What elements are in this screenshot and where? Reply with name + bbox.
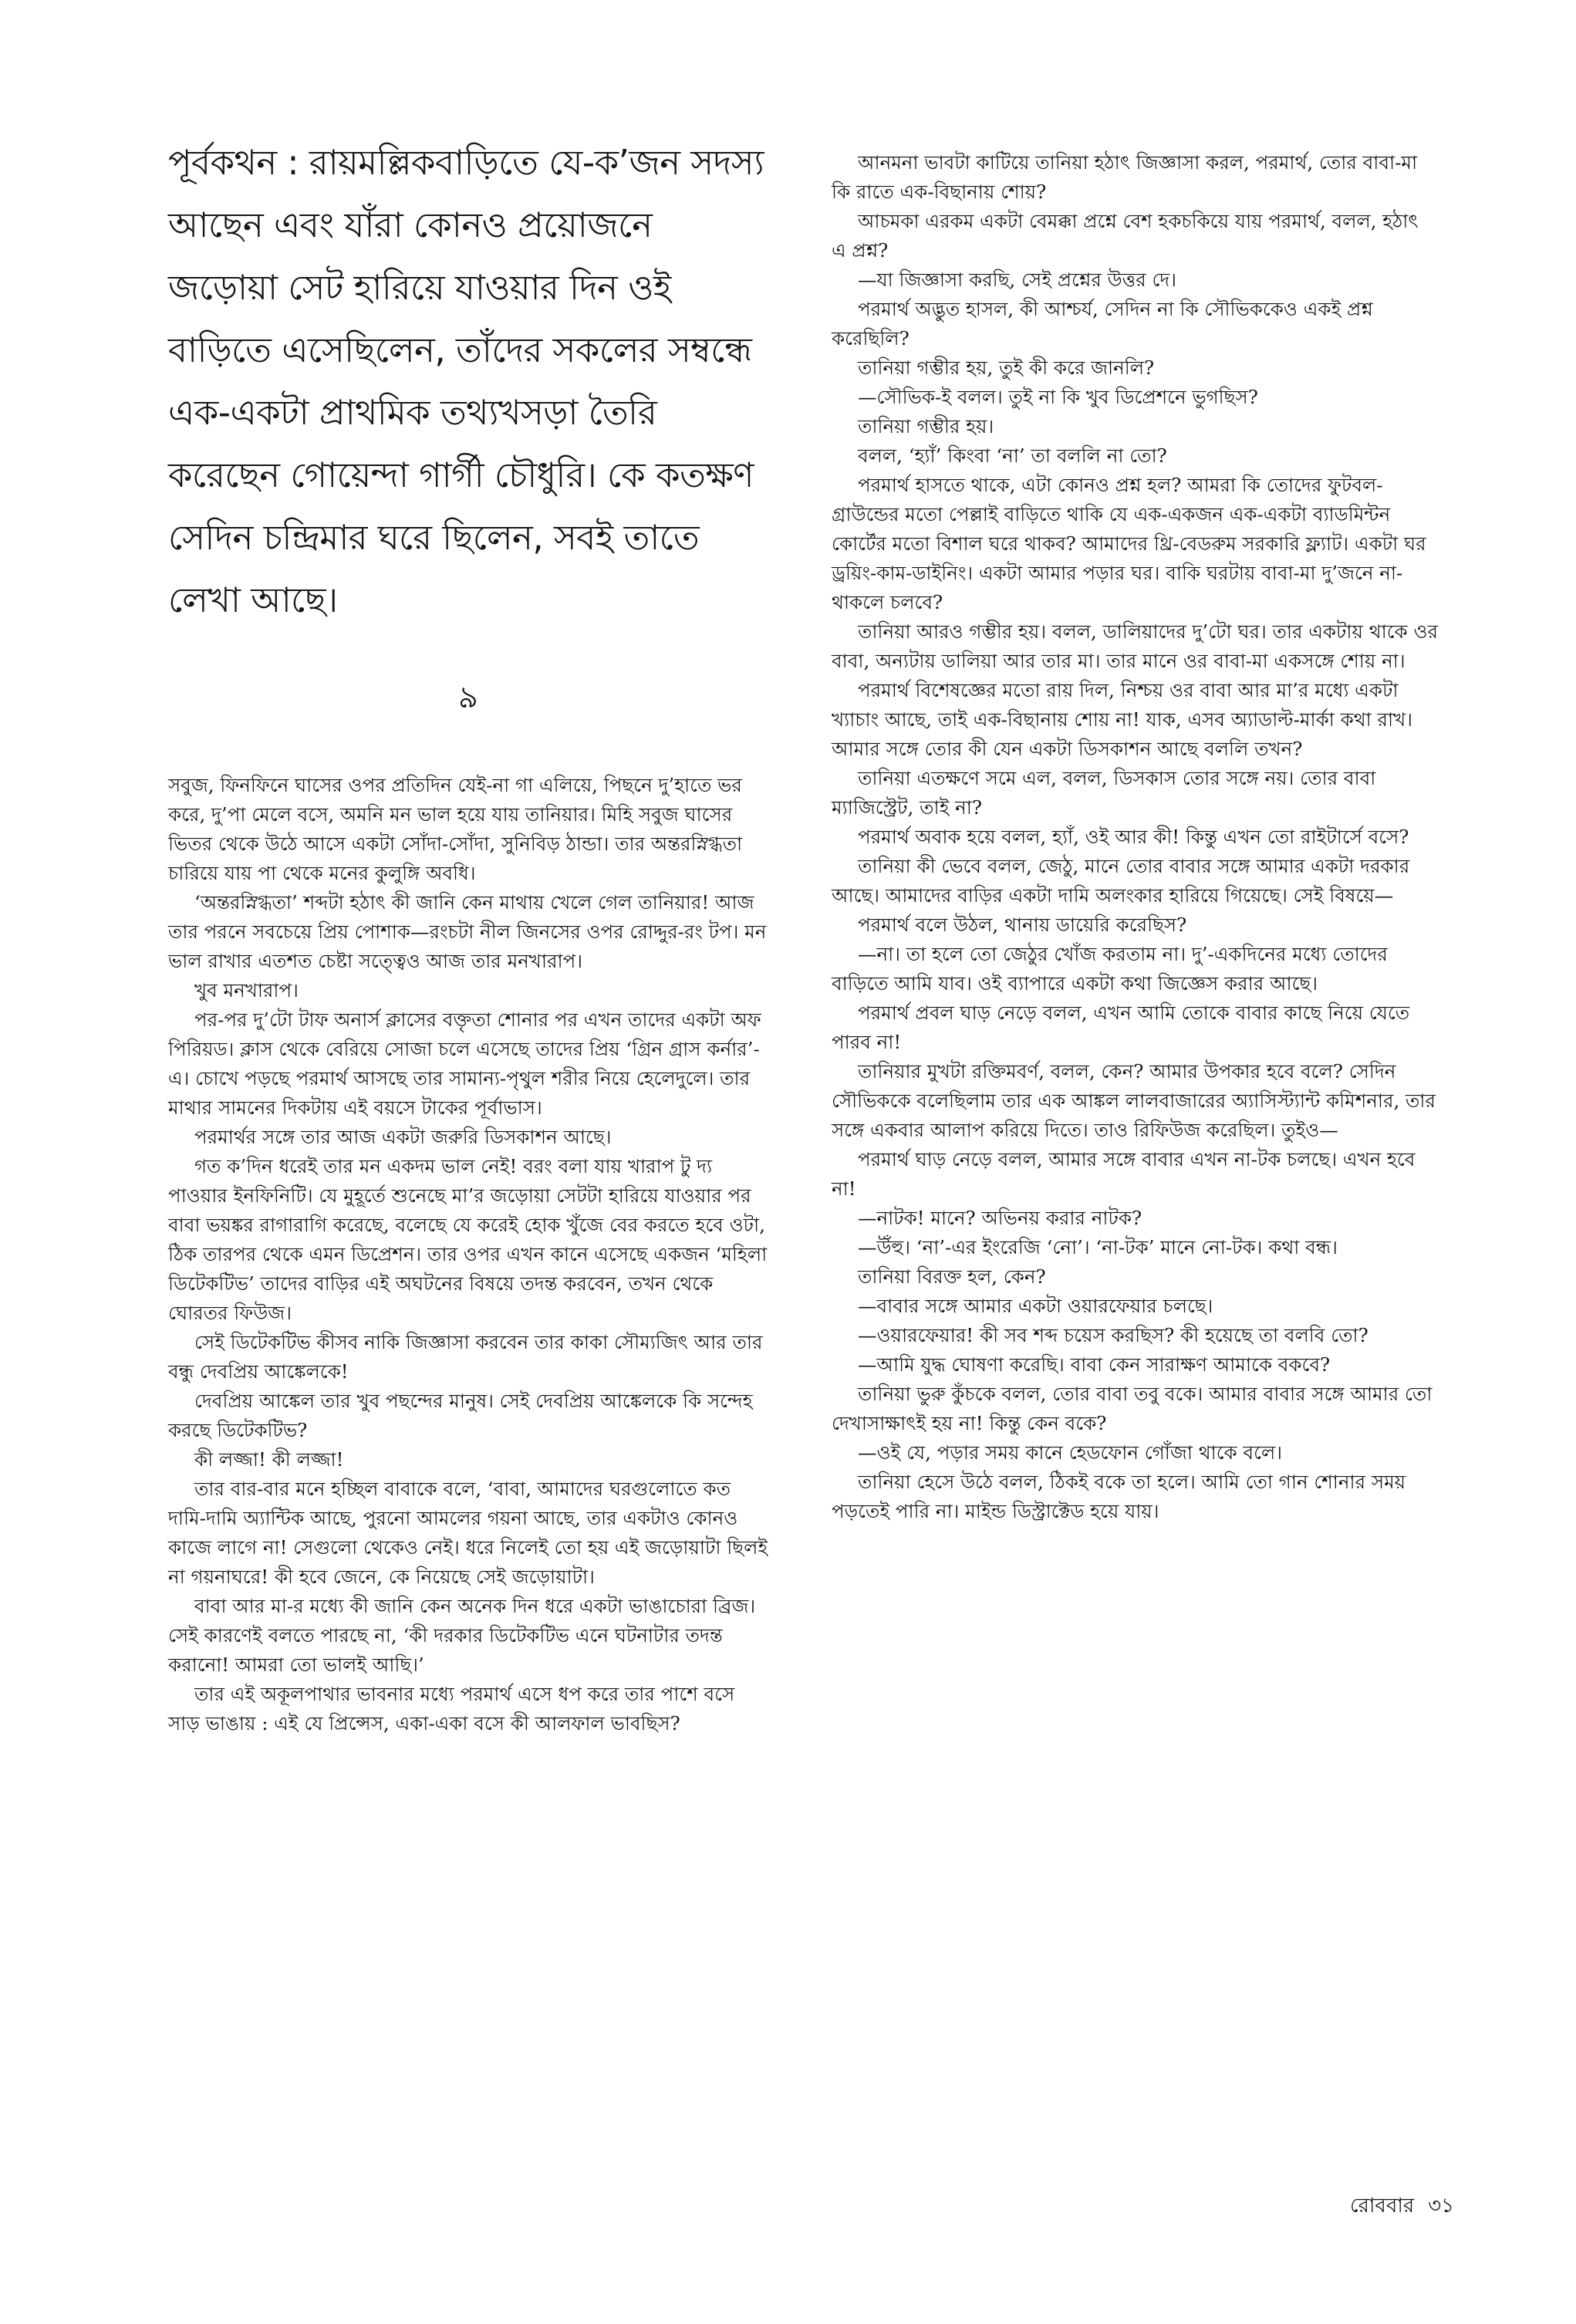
right-body-text (832, 148, 1438, 1526)
chapter-number: ৯ (458, 680, 478, 715)
paragraph: দেবপ্রিয় আঙ্কেল তার খুব পছন্দের মানুষ। সেই দেবপ্রিয় আঙ্কেলকে কি সন্দেহ করছে ডিটেকটিভ? (168, 1390, 753, 1441)
paragraph: তানিয়া এতক্ষণে সমে এল, বলল, ডিসকাস তোর সঙ্গে নয়। তোর বাবা ম্যাজিস্ট্রেট, তাই না? (832, 767, 1376, 819)
paragraph: কী লজ্জা! কী লজ্জা! (194, 1448, 344, 1471)
paragraph: তানিয়া আরও গম্ভীর হয়। বলল, ডালিয়াদের দু’টো ঘর। তার একটায় থাকে ওর বাবা, অন্যটায় ডালিয়া আর তার মা। তার মানে ওর বাবা-মা একসঙ্গে শোয় না। (832, 620, 1438, 672)
paragraph: পরমার্থ অবাক হয়ে বলল, হ্যাঁ, ওই আর কী! কিন্তু এখন তো রাইটার্সে বসে? (858, 826, 1409, 848)
paragraph: সবুজ, ফিনফিনে ঘাসের ওপর প্রতিদিন যেই-না গা এলিয়ে, পিছনে দু’হাতে ভর করে, দু’পা মেলে বসে, অমনি মন ভাল হয়ে যায় তানিয়ার। মিহি সবুজ ঘাসের ভিতর থেকে উঠে আসে একটা সোঁদা-সোঁদা, সুনিবিড় ঠান্ডা। তার অন্তরস্নিগ্ধতা চারিয়ে যায় পা থেকে মনের কুলুঙ্গি অবধি। (168, 774, 743, 884)
paragraph: সেই ডিটেকটিভ কীসব নাকি জিজ্ঞাসা করবেন তার কাকা সৌম্যজিৎ আর তার বন্ধু দেবপ্রিয় আঙ্কেলকে! (168, 1331, 763, 1383)
paragraph: পরমার্থর সঙ্গে তার আজ একটা জরুরি ডিসকাশন আছে। (194, 1126, 612, 1148)
paragraph: পরমার্থ বলে উঠল, থানায় ডায়েরি করেছিস? (858, 914, 1187, 936)
paragraph: তানিয়া গম্ভীর হয়, তুই কী করে জানলি? (858, 356, 1155, 379)
page-footer (1350, 2190, 1454, 2224)
paragraph: পর-পর দু’টো টাফ অনার্স ক্লাসের বক্তৃতা শোনার পর এখন তাদের একটা অফ পিরিয়ড। ক্লাস থেকে বেরিয়ে সোজা চলে এসেছে তাদের প্রিয় ‘গ্রিন গ্রাস কর্নার’-এ। চোখে পড়ছে পরমার্থ আসছে তার সামান্য-পৃথুল শরীর নিয়ে হেলেদুলে। তার মাথার সামনের দিকটায় এই বয়সে টাকের পূর্বাভাস। (168, 1008, 761, 1119)
left-column (168, 131, 768, 1738)
paragraph: —সৌভিক-ই বলল। তুই না কি খুব ডিপ্রেশনে ভুগছিস? (858, 386, 1258, 408)
paragraph: পরমার্থ প্রবল ঘাড় নেড়ে বলল, এখন আমি তোকে বাবার কাছে নিয়ে যেতে পারব না! (832, 1002, 1410, 1053)
paragraph: পরমার্থ অদ্ভুত হাসল, কী আশ্চর্য, সেদিন না কি সৌভিককেও একই প্রশ্ন করেছিলি? (832, 298, 1373, 350)
paragraph: পরমার্থ হাসতে থাকে, এটা কোনও প্রশ্ন হল? আমরা কি তোদের ফুটবল-গ্রাউন্ডের মতো পেল্লাই বাড়িতে থাকি যে এক-একজন এক-একটা ব্যাডমিন্টন কোর্টের মতো বিশাল ঘরে থাকব? আমাদের থ্রি-বেডরুম সরকারি ফ্ল্যাট। একটা ঘর ড্রয়িং-কাম-ডাইনিং। একটা আমার পড়ার ঘর। বাকি ঘরটায় বাবা-মা দু’জনে না-থাকলে চলবে? (832, 474, 1426, 613)
summary-intro: পূর্বকথন : রায়মল্লিকবাড়িতে যে-ক’জন সদস্য আছেন এবং যাঁরা কোনও প্রয়োজনে জড়োয়া সেট হারিয়ে যাওয়ার দিন ওই বাড়িতে এসেছিলেন, তাঁদের সকলের সম্বন্ধে এক-একটা প্রাথমিক তথ্যখসড়া তৈরি করেছেন গোয়েন্দা গার্গী চৌধুরি। কে কতক্ষণ সেদিন চন্দ্রিমার ঘরে ছিলেন, সবই তাতে লেখা আছে। (168, 142, 764, 620)
paragraph: গত ক’দিন ধরেই তার মন একদম ভাল নেই! বরং বলা যায় খারাপ টু দ্য পাওয়ার ইনফিনিটি। যে মুহূর্তে শুনেছে মা’র জড়োয়া সেটটা হারিয়ে যাওয়ার পর বাবা ভয়ঙ্কর রাগারাগি করেছে, বলেছে যে করেই হোক খুঁজে বের করতে হবে ওটা, ঠিক তারপর থেকে এমন ডিপ্রেশন। তার ওপর এখন কানে এসেছে একজন ‘মহিলা ডিটেকটিভ’ তাদের বাড়ির এই অঘটনের বিষয়ে তদন্ত করবেন, তখন থেকে ঘোরতর ফিউজ। (168, 1155, 768, 1324)
paragraph: তানিয়া গম্ভীর হয়। (858, 415, 994, 437)
magazine-name: রোববার (1350, 2194, 1415, 2218)
paragraph: তার বার-বার মনে হচ্ছিল বাবাকে বলে, ‘বাবা, আমাদের ঘরগুলোতে কত দামি-দামি অ্যান্টিক আছে, পুরনো আমলের গয়না আছে, তার একটাও কোনও কাজে লাগে না! সেগুলো থেকেও নেই। ধরে নিলেই তো হয় এই জড়োয়াটা ছিলই না গয়নাঘরে! কী হবে জেনে, কে নিয়েছে সেই জড়োয়াটা। (168, 1478, 768, 1588)
paragraph: —না। তা হলে তো জেঠুর খোঁজ করতাম না। দু’-একদিনের মধ্যে তোদের বাড়িতে আমি যাব। ওই ব্যাপারে একটা কথা জিজ্ঞেস করার আছে। (832, 943, 1388, 995)
right-column (832, 148, 1438, 1526)
paragraph: খুব মনখারাপ। (194, 979, 299, 1002)
paragraph: —উঁহু। ‘না’-এর ইংরেজি ‘নো’। ‘না-টক’ মানে নো-টক। কথা বন্ধ। (858, 1236, 1338, 1258)
paragraph: —ওয়ারফেয়ার! কী সব শব্দ চয়েস করছিস? কী হয়েছে তা বলবি তো? (858, 1324, 1368, 1346)
paragraph: তানিয়া ভুরু কুঁচকে বলল, তোর বাবা তবু বকে। আমার বাবার সঙ্গে আমার তো দেখাসাক্ষাৎই হয় না! কিন্তু কেন বকে? (832, 1383, 1433, 1434)
paragraph: —আমি যুদ্ধ ঘোষণা করেছি। বাবা কেন সারাক্ষণ আমাকে বকবে? (858, 1353, 1331, 1376)
paragraph: আচমকা এরকম একটা বেমক্কা প্রশ্নে বেশ হকচকিয়ে যায় পরমার্থ, বলল, হঠাৎ এ প্রশ্ন? (832, 210, 1419, 262)
paragraph: আনমনা ভাবটা কাটিয়ে তানিয়া হঠাৎ জিজ্ঞাসা করল, পরমার্থ, তোর বাবা-মা কি রাতে এক-বিছানায় শোয়? (832, 151, 1418, 203)
paragraph: ‘অন্তরস্নিগ্ধতা’ শব্দটা হঠাৎ কী জানি কেন মাথায় খেলে গেল তানিয়ার! আজ তার পরনে সবচেয়ে প্রিয় পোশাক—রংচটা নীল জিনসের ওপর রোদ্দুর-রং টপ। মন ভাল রাখার এতশত চেষ্টা সত্ত্বেও আজ তার মনখারাপ। (168, 891, 767, 972)
paragraph: বাবা আর মা-র মধ্যে কী জানি কেন অনেক দিন ধরে একটা ভাঙাচোরা ব্রিজ। সেই কারণেই বলতে পারছে না, ‘কী দরকার ডিটেকটিভ এনে ঘটনাটার তদন্ত করানো! আমরা তো ভালই আছি।’ (168, 1595, 756, 1676)
paragraph: —ওই যে, পড়ার সময় কানে হেডফোন গোঁজা থাকে বলে। (858, 1441, 1282, 1464)
left-body-text (168, 771, 768, 1738)
paragraph: —নাটক! মানে? অভিনয় করার নাটক? (858, 1207, 1142, 1229)
paragraph: পরমার্থ বিশেষজ্ঞের মতো রায় দিল, নিশ্চয় ওর বাবা আর মা’র মধ্যে একটা খ্যাচাং আছে, তাই এক-বিছানায় শোয় না! যাক, এসব অ্যাডাল্ট-মার্কা কথা রাখ। আমার সঙ্গে তোর কী যেন একটা ডিসকাশন আছে বললি তখন? (832, 679, 1412, 760)
paragraph: —যা জিজ্ঞাসা করছি, সেই প্রশ্নের উত্তর দে। (858, 269, 1177, 291)
paragraph: তানিয়া বিরক্ত হল, কেন? (858, 1265, 1046, 1288)
paragraph: তানিয়ার মুখটা রক্তিমবর্ণ, বলল, কেন? আমার উপকার হবে বলে? সেদিন সৌভিককে বলেছিলাম তার এক আঙ্কল লালবাজারের অ্যাসিস্ট্যান্ট কমিশনার, তার সঙ্গে একবার আলাপ করিয়ে দিতে। তাও রিফিউজ করেছিল। তুইও— (832, 1060, 1436, 1141)
paragraph: তার এই অকূলপাথার ভাবনার মধ্যে পরমার্থ এসে ধপ করে তার পাশে বসে সাড় ভাঙায় : এই যে প্রিন্সেস, একা-একা বসে কী আলফাল ভাবছিস? (168, 1683, 735, 1735)
paragraph: —বাবার সঙ্গে আমার একটা ওয়ারফেয়ার চলছে। (858, 1295, 1213, 1317)
paragraph: তানিয়া কী ভেবে বলল, জেঠু, মানে তোর বাবার সঙ্গে আমার একটা দরকার আছে। আমাদের বাড়ির একটা দামি অলংকার হারিয়ে গিয়েছে। সেই বিষয়ে— (832, 855, 1410, 907)
paragraph: বলল, ‘হ্যাঁ’ কিংবা ‘না’ তা বললি না তো? (858, 444, 1167, 467)
paragraph: তানিয়া হেসে উঠে বলল, ঠিকই বকে তা হলে। আমি তো গান শোনার সময় পড়তেই পারি না। মাইন্ড ডিস্ট্রাক্টেড হয়ে যায়। (832, 1471, 1406, 1522)
page-number: ৩১ (1428, 2194, 1454, 2218)
paragraph: পরমার্থ ঘাড় নেড়ে বলল, আমার সঙ্গে বাবার এখন না-টক চলছে। এখন হবে না! (832, 1148, 1416, 1200)
